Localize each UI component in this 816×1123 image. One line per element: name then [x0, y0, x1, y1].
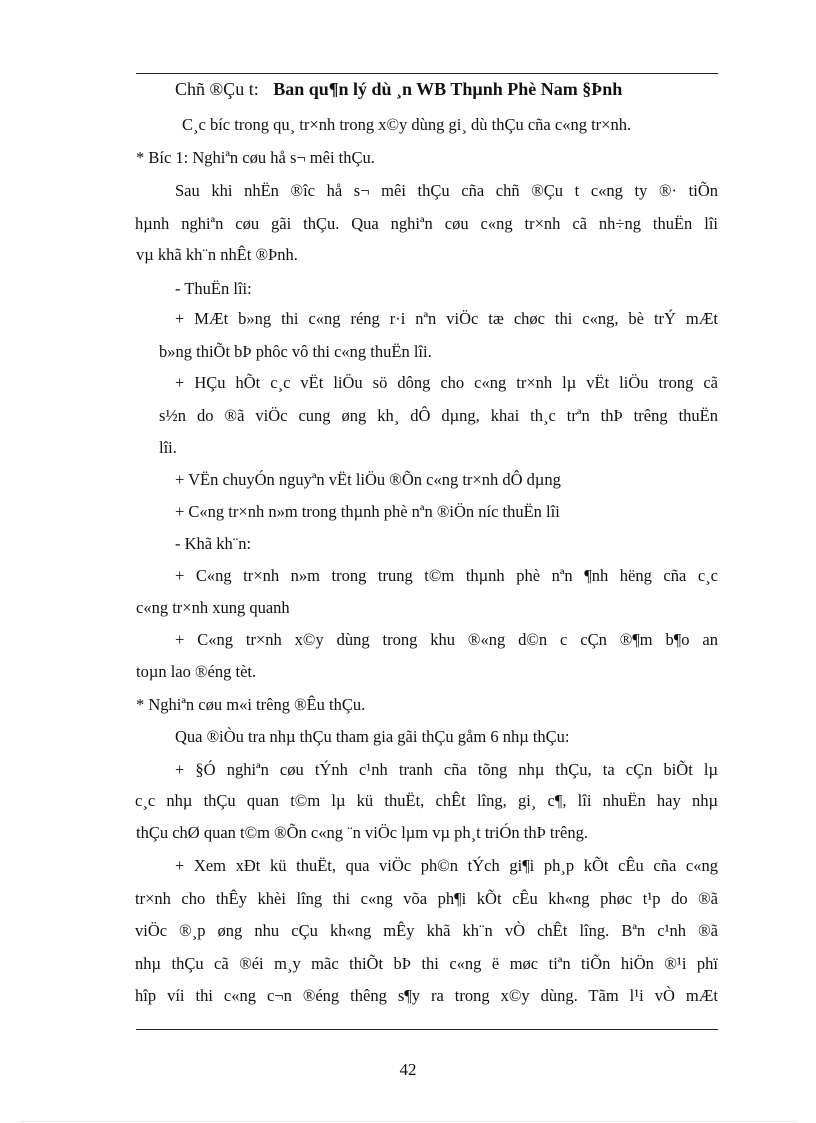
body-line: C¸c bíc trong qu¸ tr×nh trong x©y dùng gi¸ dù thÇu cña c«ng tr×nh.	[182, 115, 632, 134]
body-line: hµnh nghiªn cøu gãi thÇu. Qua nghiªn cøu c«ng tr×nh cã nh÷ng thuËn lîi	[135, 214, 718, 233]
body-line: + VËn chuyÓn nguyªn vËt liÖu ®Õn c«ng tr×nh dÔ dµng	[175, 470, 561, 489]
body-line: * Bíc 1: Nghiªn cøu hå s¬ mêi thÇu.	[136, 148, 375, 167]
body-line: - ThuËn lîi:	[175, 279, 252, 298]
body-line: + C«ng tr×nh n»m trong thµnh phè nªn ®iÖn níc thuËn lîi	[175, 502, 560, 521]
body-line: Sau khi nhËn ®îc hå s¬ mêi thÇu cña chñ ®Çu t c«ng ty ®· tiÕn	[175, 181, 718, 200]
footer-rule	[136, 1029, 718, 1030]
body-line: + C«ng tr×nh n»m trong trung t©m thµnh phè nªn ¶nh hëng cña c¸c	[175, 566, 718, 585]
body-line: - Khã kh¨n:	[175, 534, 252, 553]
header-owner-label: Chñ ®Çu t:	[175, 79, 259, 99]
body-line: + C«ng tr×nh x©y dùng trong khu ®«ng d©n c cÇn ®¶m b¶o an	[175, 630, 718, 649]
page-bottom-border	[20, 1121, 796, 1122]
body-line: * Nghiªn cøu m«i trêng ®Êu thÇu.	[136, 695, 366, 714]
body-line: lîi.	[159, 438, 177, 457]
page-header	[175, 79, 622, 99]
body-line: + §Ó nghiªn cøu tÝnh c¹nh tranh cña tõng nhµ thÇu, ta cÇn biÕt lµ	[175, 760, 718, 779]
body-line: + Xem xÐt kü thuËt, qua viÖc ph©n tÝch gi¶i ph¸p kÕt cÊu cña c«ng	[175, 856, 718, 875]
body-line: viÖc ®¸p øng nhu cÇu kh«ng mÊy khã kh¨n vÒ chÊt lîng. Bªn c¹nh ®ã	[135, 921, 718, 940]
body-line: nhµ thÇu cã ®éi m¸y mãc thiÕt bÞ thi c«ng ë møc tiªn tiÕn hiÖn ®¹i phï	[135, 954, 718, 973]
body-line: + HÇu hÕt c¸c vËt liÖu sö dông cho c«ng tr×nh lµ vËt liÖu trong cã	[175, 373, 718, 392]
body-line: s½n do ®ã viÖc cung øng kh¸ dÔ dµng, khai th¸c trªn thÞ trêng thuËn	[159, 406, 718, 425]
body-line: hîp víi thi c«ng c¬n ®éng thêng s¶y ra trong x©y dùng. Tãm l¹i vÒ mÆt	[135, 986, 718, 1005]
body-line: toµn lao ®éng tèt.	[136, 662, 257, 681]
header-owner-name: Ban qu¶n lý dù ¸n WB Thµnh Phè Nam §Þnh	[273, 79, 623, 99]
page-number: 42	[399, 1060, 417, 1079]
body-line: + MÆt b»ng thi c«ng réng r·i nªn viÖc tæ chøc thi c«ng, bè trÝ mÆt	[175, 309, 718, 328]
body-line: tr×nh cho thÊy khèi lîng thi c«ng võa ph¶i kÕt cÊu kh«ng phøc t¹p do ®ã	[135, 889, 718, 908]
body-line: thÇu chØ quan t©m ®Õn c«ng ¨n viÖc lµm vµ ph¸t triÓn thÞ trêng.	[136, 823, 588, 842]
body-line: c¸c nhµ thÇu quan t©m lµ kü thuËt, chÊt lîng, gi¸ c¶, lîi nhuËn hay nhµ	[135, 791, 718, 810]
body-line: c«ng tr×nh xung quanh	[136, 598, 290, 617]
body-line: b»ng thiÕt bÞ phôc vô thi c«ng thuËn lîi.	[159, 342, 432, 361]
body-line: vµ khã kh¨n nhÊt ®Þnh.	[136, 245, 298, 264]
body-line: Qua ®iÒu tra nhµ thÇu tham gia gãi thÇu gåm 6 nhµ thÇu:	[175, 727, 570, 746]
header-rule	[136, 73, 718, 74]
